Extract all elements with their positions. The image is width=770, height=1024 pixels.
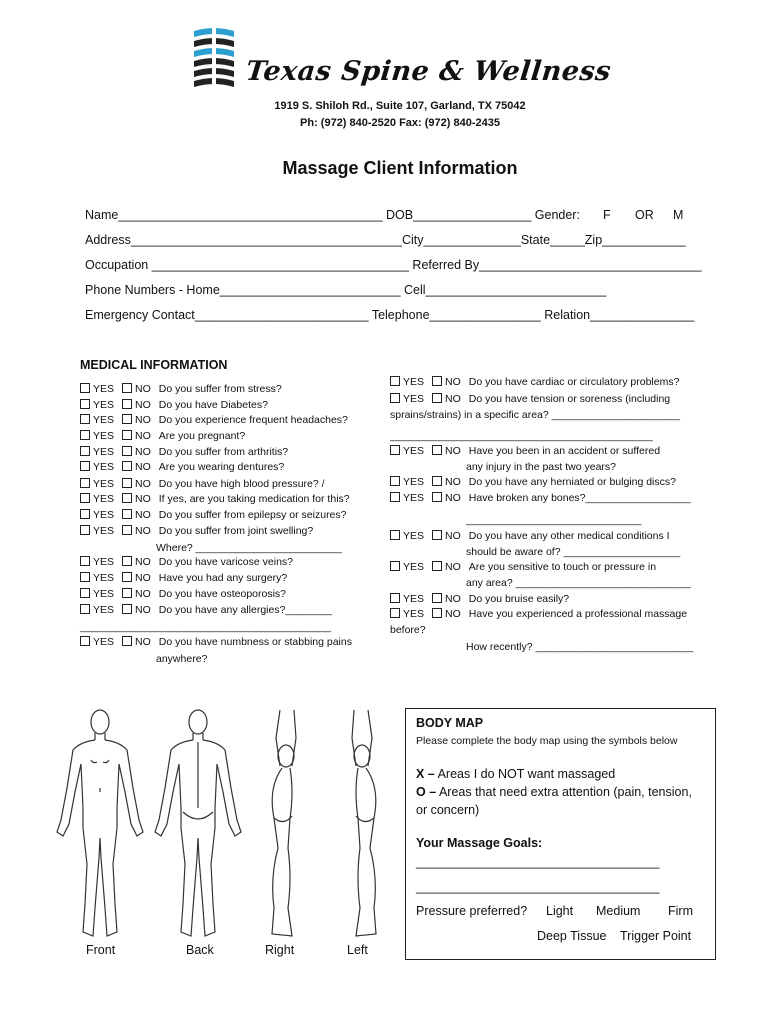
yes-label: YES [93,414,115,426]
x-symbol-key: X – [416,767,435,781]
question-text: Are you sensitive to touch or pressure in [468,561,657,573]
question-text: Are you wearing dentures? [158,461,285,473]
yes-label: YES [93,556,115,568]
personal-row-2 [85,233,686,247]
yes-label: YES [93,588,115,600]
yes-no-question [80,525,313,537]
no-label: NO [135,588,151,600]
goals-heading: Your Massage Goals: [416,836,543,850]
no-checkbox[interactable] [122,430,132,440]
tension-area-field[interactable]: sprains/strains) in a specific area? ______________________ [390,409,681,421]
no-checkbox[interactable] [122,414,132,424]
no-label: NO [445,593,461,605]
how-recently-field[interactable]: How recently? ___________________________ [466,641,694,653]
numbness-anywhere-text: anywhere? [156,653,208,665]
no-label: NO [135,636,151,648]
no-label: NO [135,509,151,521]
no-label: NO [135,383,151,395]
body-map-heading: BODY MAP [416,716,484,730]
yes-label: YES [93,572,115,584]
x-symbol-legend [416,767,615,781]
yes-checkbox[interactable] [390,376,400,386]
yes-checkbox[interactable] [80,414,90,424]
yes-no-question [80,509,347,521]
yes-checkbox[interactable] [80,399,90,409]
no-checkbox[interactable] [432,530,442,540]
question-text: Do you have high blood pressure? / [158,478,325,490]
no-label: NO [445,608,461,620]
question-text: Do you suffer from arthritis? [158,446,289,458]
no-checkbox[interactable] [432,561,442,571]
no-label: NO [445,376,461,388]
question-text: Do you have cardiac or circulatory problems? [468,376,680,388]
no-label: NO [445,561,461,573]
question-text: Do you experience frequent headaches? [158,414,348,426]
question-text: Do you suffer from epilepsy or seizures? [158,509,347,521]
question-text: Do you have tension or soreness (including [468,393,671,405]
question-text: Have you experienced a professional massage [468,608,688,620]
no-label: NO [135,478,151,490]
yes-label: YES [403,445,425,457]
home-phone-field[interactable]: Phone Numbers - Home__________________________ [85,283,401,297]
yes-no-question [80,446,288,458]
question-text: Do you have osteoporosis? [158,588,287,600]
yes-label: YES [93,446,115,458]
yes-checkbox[interactable] [80,461,90,471]
brand-name: Texas Spine & Wellness [244,56,613,87]
yes-no-question [390,445,660,457]
personal-row-1 [85,208,580,222]
pressure-trigger-point-option[interactable]: Trigger Point [620,929,692,943]
joint-where-field[interactable]: Where? _________________________ [156,542,342,554]
yes-no-question [390,376,679,388]
yes-no-question [80,604,332,616]
pressure-medium-option[interactable]: Medium [596,904,641,918]
pressure-firm-option[interactable]: Firm [668,904,693,918]
question-text: Have you been in an accident or suffered [468,445,661,457]
no-checkbox[interactable] [122,493,132,503]
no-checkbox[interactable] [432,492,442,502]
no-checkbox[interactable] [432,476,442,486]
yes-label: YES [403,476,425,488]
gender-or-text: OR [635,208,654,222]
question-text: Do you have varicose veins? [158,556,294,568]
gender-label: Gender: [534,208,580,222]
o-symbol-legend [416,785,692,799]
question-text: Do you have any other medical conditions I [468,530,670,542]
yes-checkbox[interactable] [390,492,400,502]
no-label: NO [135,604,151,616]
yes-checkbox[interactable] [390,593,400,603]
question-text: Are you pregnant? [158,430,246,442]
zip-field[interactable]: Zip____________ [584,233,686,247]
no-label: NO [135,430,151,442]
personal-row-5 [85,308,694,322]
clinic-phone: Ph: (972) 840-2520 Fax: (972) 840-2435 [300,117,500,129]
no-label: NO [445,492,461,504]
relation-field[interactable]: Relation_______________ [544,308,695,322]
yes-checkbox[interactable] [80,556,90,566]
question-text: Have broken any bones?__________________ [468,492,691,504]
yes-label: YES [93,604,115,616]
yes-label: YES [403,530,425,542]
goal-line-2[interactable]: ___________________________________ [416,880,660,894]
front-caption: Front [86,943,116,957]
yes-checkbox[interactable] [80,509,90,519]
yes-no-question [80,493,350,505]
yes-no-question [390,593,569,605]
emergency-contact-field[interactable]: Emergency Contact_________________________ [85,308,369,322]
back-body-figure[interactable] [153,708,243,940]
no-label: NO [135,399,151,411]
address-field[interactable]: Address_______________________________________ [85,233,402,247]
question-text: Do you suffer from joint swelling? [158,525,314,537]
form-title: Massage Client Information [282,158,518,178]
yes-checkbox[interactable] [390,393,400,403]
no-checkbox[interactable] [122,478,132,488]
front-body-figure[interactable] [55,708,145,940]
no-checkbox[interactable] [432,593,442,603]
yes-no-question [390,476,676,488]
yes-checkbox[interactable] [80,588,90,598]
question-text: Do you have Diabetes? [158,399,268,411]
no-label: NO [135,556,151,568]
pressure-deep-tissue-option[interactable]: Deep Tissue [537,929,607,943]
left-caption: Left [347,943,368,957]
yes-no-question [390,492,691,504]
no-checkbox[interactable] [122,588,132,598]
right-caption: Right [265,943,295,957]
yes-checkbox[interactable] [390,445,400,455]
no-checkbox[interactable] [122,383,132,393]
occupation-field[interactable]: Occupation _____________________________________ [85,258,409,272]
name-field[interactable]: Name______________________________________ [85,208,383,222]
no-label: NO [135,446,151,458]
no-checkbox[interactable] [122,556,132,566]
question-text: If yes, are you taking medication for this? [158,493,350,505]
yes-label: YES [93,383,115,395]
yes-label: YES [403,393,425,405]
x-symbol-text: Areas I do NOT want massaged [437,767,616,781]
broken-bones-line[interactable]: ______________________________ [466,514,642,526]
yes-no-question [390,530,670,542]
tension-area-line[interactable]: _____________________________________________ [390,430,653,442]
yes-checkbox[interactable] [80,636,90,646]
allergies-line[interactable]: ___________________________________________ [80,621,332,633]
no-checkbox[interactable] [432,445,442,455]
question-text: Do you bruise easily? [468,593,570,605]
yes-checkbox[interactable] [80,493,90,503]
city-field[interactable]: City______________ [401,233,521,247]
no-label: NO [135,414,151,426]
yes-label: YES [93,399,115,411]
body-map-instructions: Please complete the body map using the symbols below [416,735,678,747]
no-checkbox[interactable] [432,376,442,386]
no-label: NO [135,461,151,473]
left-body-figure[interactable] [330,708,390,940]
yes-label: YES [93,461,115,473]
cell-field[interactable]: Cell__________________________ [404,283,607,297]
no-checkbox[interactable] [432,393,442,403]
no-label: NO [445,393,461,405]
yes-label: YES [403,561,425,573]
yes-checkbox[interactable] [80,572,90,582]
no-label: NO [445,530,461,542]
yes-no-question [390,393,670,405]
yes-label: YES [93,525,115,537]
accident-text-2: any injury in the past two years? [466,461,616,473]
pressure-light-option[interactable]: Light [546,904,574,918]
yes-label: YES [93,509,115,521]
yes-label: YES [403,492,425,504]
o-symbol-text-2: or concern) [416,803,480,817]
no-label: NO [445,445,461,457]
personal-row-3 [85,258,702,272]
yes-no-question [80,478,325,490]
sensitive-area-field[interactable]: any area? ______________________________ [466,577,691,589]
personal-row-4 [85,283,606,297]
yes-no-question [390,608,687,620]
no-checkbox[interactable] [432,608,442,618]
question-text: Do you have numbness or stabbing pains [158,636,352,648]
yes-checkbox[interactable] [80,604,90,614]
other-conditions-field[interactable]: should be aware of? ____________________ [466,546,681,558]
yes-label: YES [93,493,115,505]
yes-label: YES [93,636,115,648]
yes-no-question [80,383,282,395]
yes-checkbox[interactable] [390,608,400,618]
no-label: NO [445,476,461,488]
no-checkbox[interactable] [122,636,132,646]
no-checkbox[interactable] [122,525,132,535]
no-label: NO [135,572,151,584]
no-checkbox[interactable] [122,446,132,456]
dob-field[interactable]: DOB_________________ [386,208,532,222]
no-label: NO [135,493,151,505]
yes-checkbox[interactable] [80,430,90,440]
yes-checkbox[interactable] [390,530,400,540]
yes-no-question [80,430,245,442]
no-checkbox[interactable] [122,509,132,519]
telephone-field[interactable]: Telephone________________ [371,308,541,322]
yes-checkbox[interactable] [80,383,90,393]
no-checkbox[interactable] [122,604,132,614]
back-caption: Back [186,943,214,957]
yes-no-question [80,572,287,584]
yes-label: YES [93,430,115,442]
no-checkbox[interactable] [122,572,132,582]
massage-before-text: before? [390,624,426,636]
yes-no-question [80,636,352,648]
yes-no-question [80,414,348,426]
yes-no-question [390,561,656,573]
gender-m-option[interactable]: M [673,208,684,222]
yes-checkbox[interactable] [80,478,90,488]
no-label: NO [135,525,151,537]
medical-heading: MEDICAL INFORMATION [80,358,228,372]
yes-checkbox[interactable] [80,446,90,456]
yes-no-question [80,399,268,411]
o-symbol-key: O – [416,785,437,799]
yes-label: YES [403,608,425,620]
goal-line-1[interactable]: ___________________________________ [416,855,660,869]
pressure-label: Pressure preferred? [416,904,528,918]
referred-field[interactable]: Referred By________________________________ [412,258,702,272]
yes-checkbox[interactable] [80,525,90,535]
question-text: Do you have any herniated or bulging discs? [468,476,676,488]
yes-label: YES [403,376,425,388]
yes-label: YES [403,593,425,605]
gender-f-option[interactable]: F [603,208,611,222]
clinic-address: 1919 S. Shiloh Rd., Suite 107, Garland, TX 75042 [274,100,526,112]
yes-no-question [80,588,286,600]
no-checkbox[interactable] [122,461,132,471]
yes-checkbox[interactable] [390,476,400,486]
o-symbol-text: Areas that need extra attention (pain, tension, [438,785,692,799]
right-body-figure[interactable] [258,708,318,940]
spine-logo-icon [192,27,236,89]
yes-no-question [80,461,284,473]
question-text: Do you have any allergies?________ [158,604,333,616]
no-checkbox[interactable] [122,399,132,409]
question-text: Have you had any surgery? [158,572,288,584]
state-field[interactable]: State_____ [520,233,585,247]
yes-no-question [80,556,293,568]
question-text: Do you suffer from stress? [158,383,282,395]
yes-checkbox[interactable] [390,561,400,571]
yes-label: YES [93,478,115,490]
